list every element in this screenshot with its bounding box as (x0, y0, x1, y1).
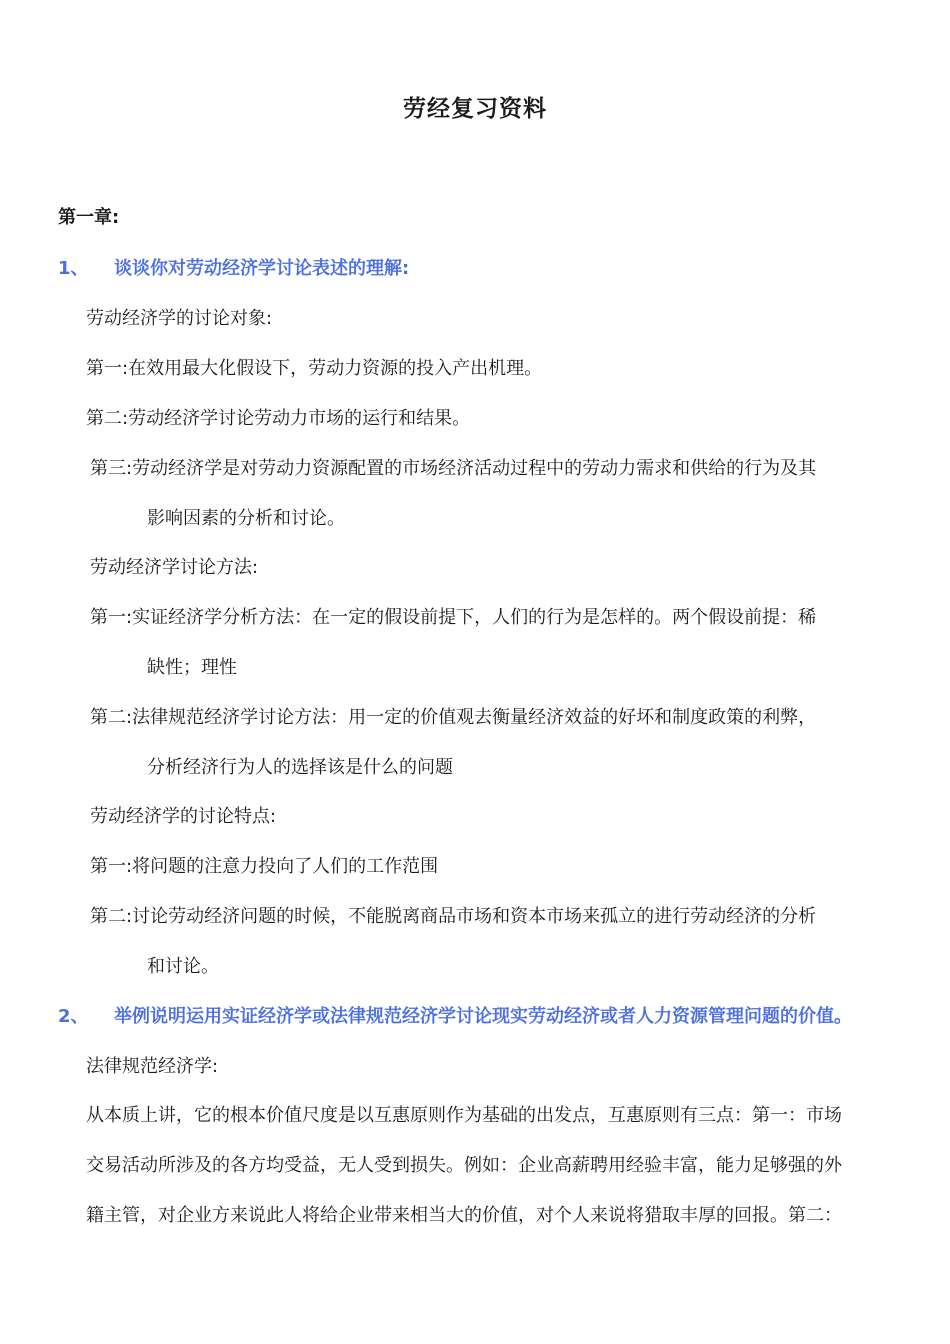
method-item-1-continuation: 缺性；理性 (147, 657, 237, 678)
feature-item-2 (90, 905, 816, 929)
item-text: 将问题的注意力投向了人们的工作范围 (132, 856, 439, 877)
section-heading-object: 劳动经济学的讨论对象: (86, 308, 273, 329)
question-2 (58, 1005, 938, 1029)
question-2-text: 举例说明运用实证经济学或法律规范经济学讨论现实劳动经济或者人力资源管理问题的价值。 (114, 1006, 852, 1027)
item-text: 法律规范经济学讨论方法：用一定的价值观去衡量经济效益的好坏和制度政策的利弊， (132, 707, 817, 728)
section-heading-feature: 劳动经济学的讨论特点: (90, 806, 277, 827)
question-2-number: 2、 (58, 1006, 89, 1027)
question-1-text: 谈谈你对劳动经济学讨论表述的理解: (114, 258, 410, 279)
question-1 (58, 257, 858, 281)
feature-item-1 (90, 855, 438, 879)
item-label: 第一: (86, 358, 129, 379)
item-label: 第二: (90, 906, 133, 927)
chapter-heading: 第一章: (58, 207, 120, 228)
section-heading-method: 劳动经济学讨论方法: (90, 557, 259, 578)
object-item-3-continuation: 影响因素的分析和讨论。 (147, 508, 345, 529)
method-item-2 (90, 706, 816, 730)
section-heading-normative: 法律规范经济学: (86, 1056, 219, 1077)
question-1-number: 1、 (58, 258, 89, 279)
item-text: 劳动经济学讨论劳动力市场的运行和结果。 (128, 408, 471, 429)
paragraph-line-3: 籍主管，对企业方来说此人将给企业带来相当大的价值，对个人来说将猎取丰厚的回报。第二： (86, 1205, 842, 1226)
feature-item-2-continuation: 和讨论。 (147, 956, 219, 977)
item-label: 第二: (90, 707, 133, 728)
object-item-1 (86, 357, 542, 381)
item-label: 第一: (90, 856, 133, 877)
object-item-2 (86, 407, 470, 431)
item-text: 劳动经济学是对劳动力资源配置的市场经济活动过程中的劳动力需求和供给的行为及其 (132, 458, 817, 479)
method-item-2-continuation: 分析经济行为人的选择该是什么的问题 (147, 757, 453, 778)
object-item-3 (90, 457, 816, 481)
item-text: 讨论劳动经济问题的时候，不能脱离商品市场和资本市场来孤立的进行劳动经济的分析 (132, 906, 817, 927)
item-text: 实证经济学分析方法：在一定的假设前提下，人们的行为是怎样的。两个假设前提：稀 (132, 607, 817, 628)
paragraph-line-1: 从本质上讲，它的根本价值尺度是以互惠原则作为基础的出发点，互惠原则有三点：第一：市场 (86, 1105, 842, 1126)
item-label: 第一: (90, 607, 133, 628)
method-item-1 (90, 606, 816, 630)
item-text: 在效用最大化假设下，劳动力资源的投入产出机理。 (128, 358, 543, 379)
item-label: 第三: (90, 458, 133, 479)
paragraph-line-2: 交易活动所涉及的各方均受益，无人受到损失。例如：企业高薪聘用经验丰富，能力足够强的外 (86, 1155, 842, 1176)
document-title: 劳经复习资料 (403, 96, 547, 122)
item-label: 第二: (86, 408, 129, 429)
